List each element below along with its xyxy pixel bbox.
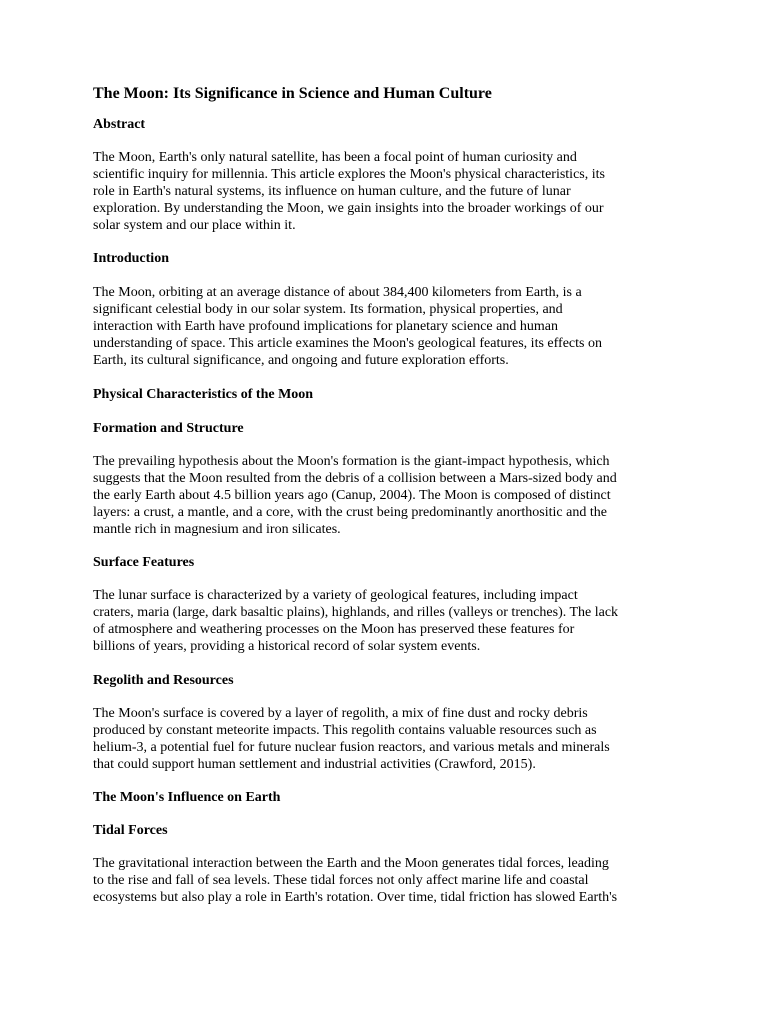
text-line: significant celestial body in our solar system. Its formation, physical properties, and [93, 302, 563, 317]
introduction-paragraph [93, 284, 693, 369]
text-line: The lunar surface is characterized by a variety of geological features, including impact [93, 588, 578, 603]
text-line: of atmosphere and weathering processes on the Moon has preserved these features for [93, 622, 575, 637]
text-line: to the rise and fall of sea levels. These tidal forces not only affect marine life and coastal [93, 873, 589, 888]
text-line: understanding of space. This article examines the Moon's geological features, its effects on [93, 336, 602, 351]
text-line: the early Earth about 4.5 billion years ago (Canup, 2004). The Moon is composed of distinct [93, 488, 611, 503]
text-line: mantle rich in magnesium and iron silicates. [93, 522, 341, 537]
text-line: interaction with Earth have profound implications for planetary science and human [93, 319, 558, 334]
text-line: role in Earth's natural systems, its influence on human culture, and the future of lunar [93, 184, 571, 199]
formation-paragraph [93, 453, 693, 538]
tidal-forces-paragraph [93, 855, 693, 906]
text-line: exploration. By understanding the Moon, we gain insights into the broader workings of our [93, 201, 604, 216]
text-line: layers: a crust, a mantle, and a core, with the crust being predominantly anorthositic and the [93, 505, 607, 520]
text-line: The gravitational interaction between the Earth and the Moon generates tidal forces, leading [93, 856, 609, 871]
document-page [93, 84, 693, 906]
text-line: The Moon, Earth's only natural satellite, has been a focal point of human curiosity and [93, 150, 577, 165]
text-line: craters, maria (large, dark basaltic plains), highlands, and rilles (valleys or trenches). The lack [93, 605, 619, 620]
abstract-heading: Abstract [93, 117, 146, 132]
text-line: suggests that the Moon resulted from the debris of a collision between a Mars-sized body and [93, 471, 617, 486]
surface-features-paragraph [93, 587, 693, 655]
text-line: that could support human settlement and industrial activities (Crawford, 2015). [93, 757, 536, 772]
introduction-heading: Introduction [93, 251, 169, 266]
text-line: billions of years, providing a historical record of solar system events. [93, 639, 481, 654]
regolith-paragraph [93, 705, 693, 773]
tidal-forces-heading: Tidal Forces [93, 823, 168, 838]
physical-characteristics-heading: Physical Characteristics of the Moon [93, 387, 314, 402]
text-line: The prevailing hypothesis about the Moon's formation is the giant-impact hypothesis, which [93, 454, 610, 469]
influence-heading: The Moon's Influence on Earth [93, 790, 281, 805]
text-line: The Moon's surface is covered by a layer of regolith, a mix of fine dust and rocky debris [93, 706, 588, 721]
surface-features-heading: Surface Features [93, 555, 195, 570]
text-line: The Moon, orbiting at an average distance of about 384,400 kilometers from Earth, is a [93, 285, 582, 300]
document-title: The Moon: Its Significance in Science and Human Culture [93, 85, 492, 102]
text-line: Earth, its cultural significance, and ongoing and future exploration efforts. [93, 353, 509, 368]
text-line: helium-3, a potential fuel for future nuclear fusion reactors, and various metals and minerals [93, 740, 610, 755]
text-line: produced by constant meteorite impacts. This regolith contains valuable resources such as [93, 723, 597, 738]
formation-heading: Formation and Structure [93, 421, 244, 436]
text-line: solar system and our place within it. [93, 218, 296, 233]
text-line: ecosystems but also play a role in Earth's rotation. Over time, tidal friction has slowed Earth's [93, 890, 618, 905]
text-line: scientific inquiry for millennia. This article explores the Moon's physical characteristics, its [93, 167, 605, 182]
abstract-paragraph [93, 149, 693, 234]
regolith-heading: Regolith and Resources [93, 673, 234, 688]
